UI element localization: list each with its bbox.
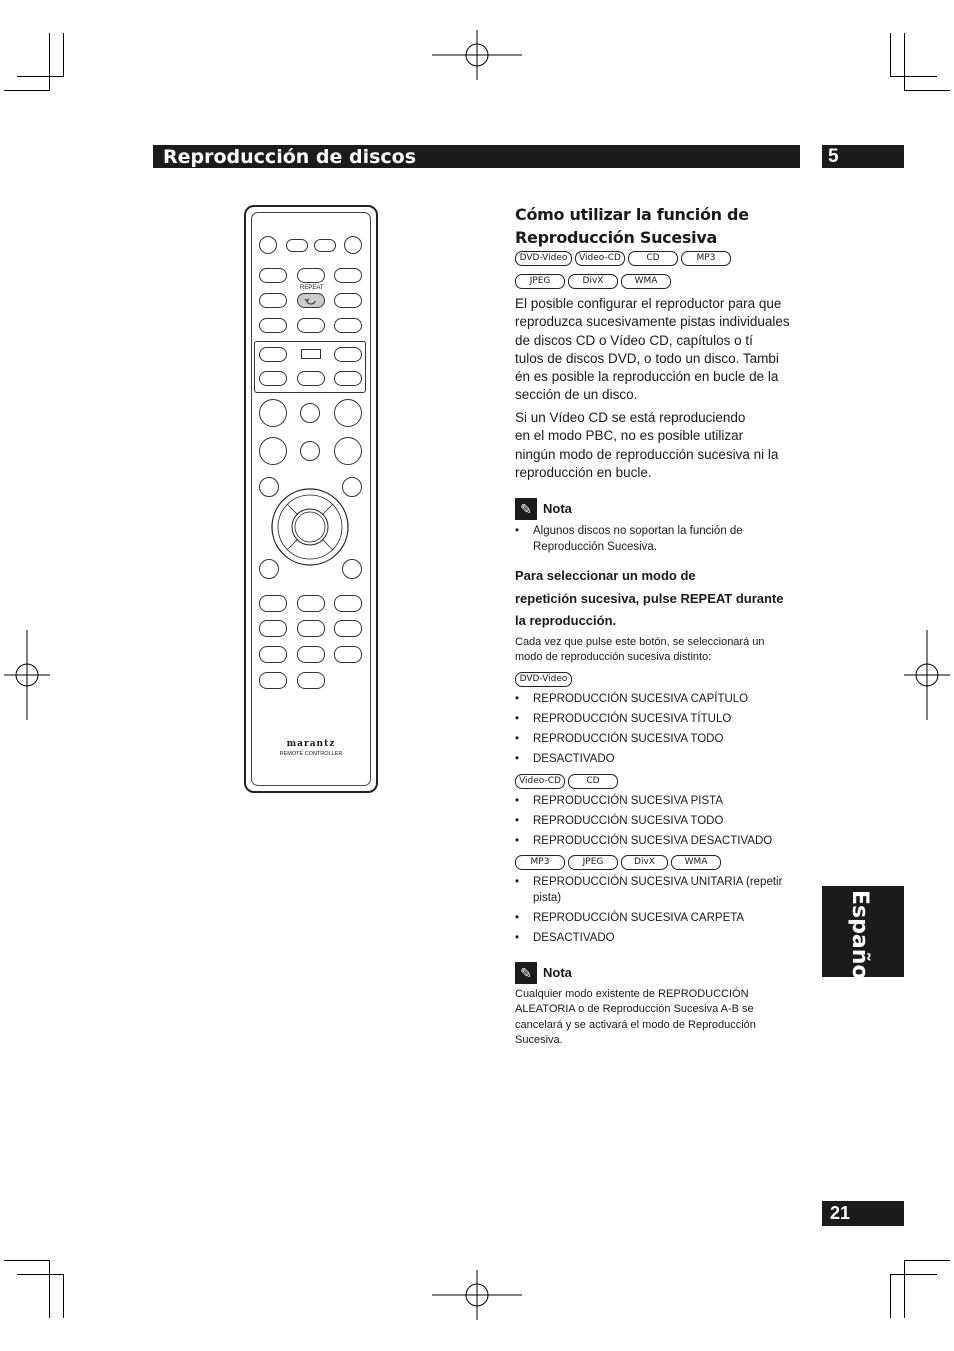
disc-badge: CD [628,251,678,266]
section-header [153,145,800,168]
disc-badge: JPEG [515,274,565,289]
text-line: Sucesiva. [515,1033,563,1046]
note-label: Nota [543,965,572,980]
instruction-heading [515,565,805,633]
text-line: én es posible la reproducción en bucle de la [515,369,779,385]
disc-badge: MP3 [515,855,565,870]
language-tab [822,886,904,988]
text-line: Reproducción Sucesiva. [533,541,658,553]
list-item: • REPRODUCCIÓN SUCESIVA PISTA [515,793,805,809]
remote-button [297,620,325,637]
mp3-mode-list [515,874,805,946]
remote-button [334,399,362,427]
list-item: • REPRODUCCIÓN SUCESIVA TODO [515,731,805,747]
navigation-dpad [270,487,350,567]
remote-button [259,371,287,386]
crop-mark [49,33,50,91]
remote-button [314,239,336,252]
remote-button [301,349,321,359]
disc-badge: DVD-Video [515,251,572,266]
section-header-title: Reproducción de discos [163,146,417,168]
remote-button [259,318,287,333]
remote-button [259,595,287,612]
list-item: • DESACTIVADO [515,751,805,767]
remote-button [342,559,362,579]
crop-mark [4,90,50,91]
remote-brand-subtitle: REMOTE CONTROLLER [279,751,343,757]
remote-button [259,672,287,689]
language-tab-label: Español [847,890,872,988]
text-line: ALEATORIA o de Reproducción Sucesiva A-B se [515,1003,754,1016]
page-number-box [822,1201,904,1226]
text-line: Para seleccionar un modo de [515,568,696,583]
crop-mark [904,90,950,91]
repeat-button [297,293,325,308]
vcd-mode-list [515,793,805,849]
text-line: El posible configurar el reproductor para que [515,296,782,311]
remote-button [297,268,325,283]
disc-badge: WMA [621,274,671,289]
remote-button [259,268,287,283]
registration-mark [4,630,50,720]
crop-mark [4,1260,50,1261]
disc-badge: MP3 [681,251,731,266]
text-line: Si un Vídeo CD se está reproduciendo [515,410,746,425]
remote-button [259,559,279,579]
note-pencil-icon: ✎ [515,962,537,984]
crop-mark [890,76,937,77]
text-line: Cualquier modo existente de REPRODUCCIÓN [515,988,749,1000]
registration-mark [432,1270,522,1320]
disc-badge: WMA [671,855,721,870]
remote-brand-logo: marantz [286,739,336,749]
intro-paragraph [515,295,805,405]
crop-mark [890,33,891,77]
section-title-line: Reproducción Sucesiva [515,228,717,247]
disc-badge: JPEG [568,855,618,870]
crop-mark [890,1274,891,1318]
remote-button [334,595,362,612]
instruction-detail [515,635,805,666]
crop-mark [49,1260,50,1318]
list-item [515,874,805,906]
remote-button [297,371,325,386]
note-list [515,523,805,555]
list-item: • REPRODUCCIÓN SUCESIVA CARPETA [515,910,805,926]
disc-badge: Video-CD [515,774,565,789]
remote-button [334,371,362,386]
text-line: • REPRODUCCIÓN SUCESIVA UNITARIA (repetir [533,876,783,888]
section-title-line: Cómo utilizar la función de [515,205,749,224]
remote-button [286,239,308,252]
remote-button [259,347,287,362]
crop-mark [63,1274,64,1318]
disc-badge: DivX [621,855,668,870]
text-line: la reproducción. [515,613,617,628]
text-line: • Algunos discos no soportan la función de [533,525,743,537]
pbc-paragraph [515,409,805,482]
crop-mark [17,1274,64,1275]
text-line: Cada vez que pulse este botón, se seleccionará un [515,636,765,648]
text-line: ningún modo de reproducción sucesiva ni la [515,446,779,462]
text-line: sección de un disco. [515,387,638,403]
text-line: en el modo PBC, no es posible utilizar [515,428,744,444]
remote-button [259,646,287,663]
remote-button [259,236,277,254]
remote-control-illustration [244,205,378,793]
list-item: • REPRODUCCIÓN SUCESIVA TODO [515,813,805,829]
remote-button [344,236,362,254]
remote-button [297,646,325,663]
remote-button [297,595,325,612]
list-item: • REPRODUCCIÓN SUCESIVA CAPÍTULO [515,691,805,707]
chapter-number-box [822,145,904,168]
crop-mark [17,76,64,77]
list-item: • REPRODUCCIÓN SUCESIVA DESACTIVADO [515,833,805,849]
text-line: reproduzca sucesivamente pistas individuales [515,314,790,330]
chapter-number: 5 [828,146,839,167]
list-item [515,523,805,555]
text-line: cancelará y se activará el modo de Reproducción [515,1018,756,1031]
text-line: de discos CD o Vídeo CD, capítulos o tí [515,332,753,348]
remote-button [300,403,320,423]
registration-mark [904,630,950,720]
remote-button [297,672,325,689]
note-label: Nota [543,501,572,516]
repeat-icon [298,294,324,307]
note-pencil-icon: ✎ [515,498,537,520]
remote-button [259,437,287,465]
text-line: reproducción en bucle. [515,464,652,480]
crop-mark [904,33,905,91]
crop-mark [904,1260,905,1318]
list-item: • REPRODUCCIÓN SUCESIVA TÍTULO [515,711,805,727]
text-line: repetición sucesiva, pulse REPEAT durante [515,590,784,606]
disc-badge: DivX [568,274,618,289]
crop-mark [904,1260,950,1261]
remote-button [334,347,362,362]
remote-button [300,441,320,461]
remote-button [259,293,287,308]
disc-badge: DVD-Video [515,672,572,687]
remote-button [334,318,362,333]
list-item: • DESACTIVADO [515,930,805,946]
section-title [515,203,805,249]
dvd-mode-list [515,691,805,767]
remote-button [334,646,362,663]
remote-button [259,620,287,637]
repeat-label: REPEAT [300,285,324,291]
remote-button [334,293,362,308]
remote-button [334,268,362,283]
text-line: modo de reproducción sucesiva distinto: [515,651,712,664]
page-number: 21 [830,1203,851,1223]
remote-button [334,620,362,637]
crop-mark [890,1274,937,1275]
remote-button [297,318,325,333]
crop-mark [63,33,64,77]
remote-button [334,437,362,465]
remote-button [259,399,287,427]
text-line: pista) [533,892,562,904]
text-line: tulos de discos DVD, o todo un disco. Tambi [515,350,779,366]
disc-badge: Video-CD [575,251,625,266]
registration-mark [432,30,522,80]
note-text [515,987,805,1048]
disc-badge: CD [568,774,618,789]
